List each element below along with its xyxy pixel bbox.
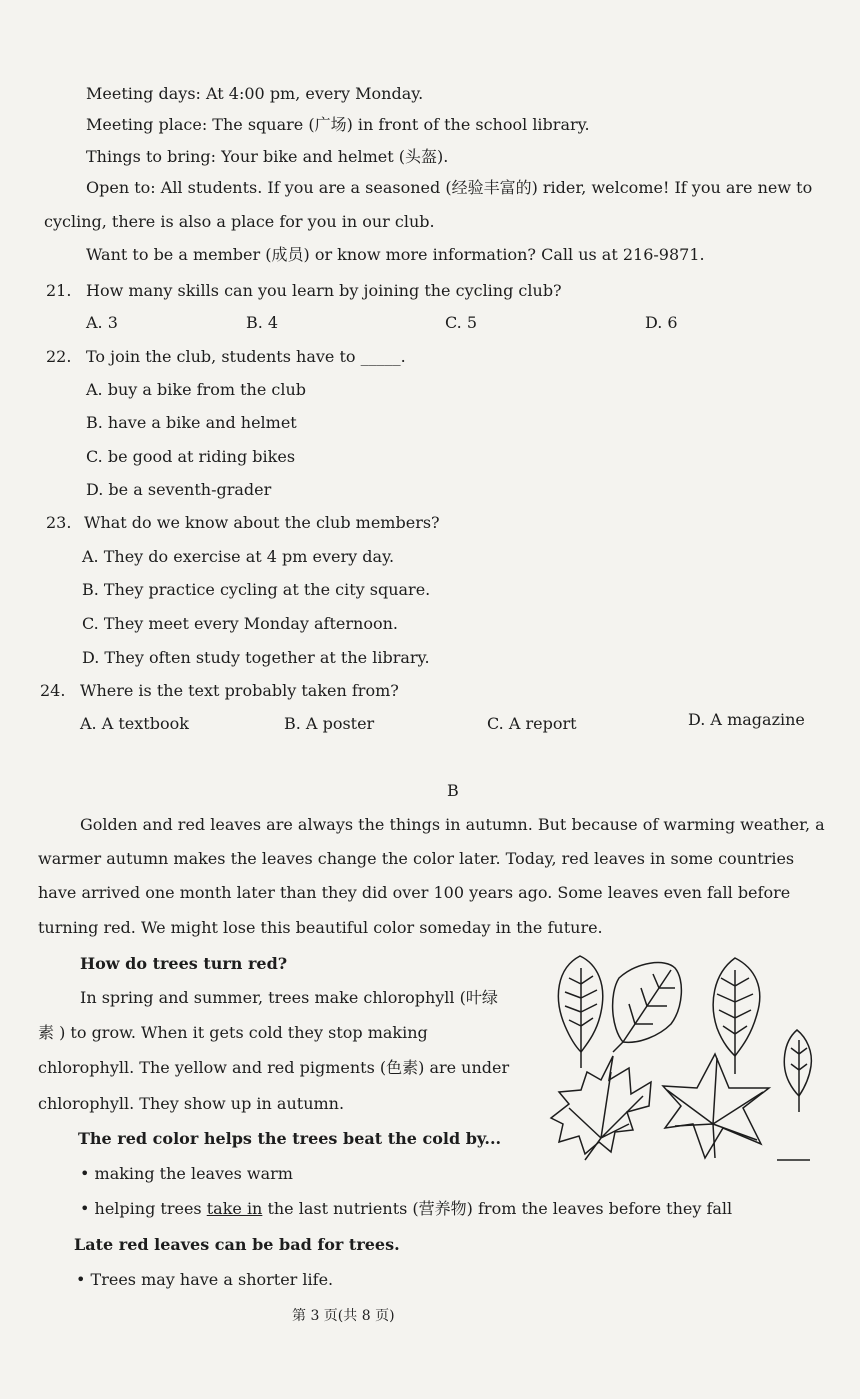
section-label: B xyxy=(447,781,459,800)
question-text: How many skills can you learn by joining the cycling club? xyxy=(86,281,562,300)
contact-line: Want to be a member (成员) or know more information? Call us at 216-9871. xyxy=(86,245,705,264)
bullet-nutrients-post: the last nutrients (营养物) from the leaves before they fall xyxy=(262,1199,733,1218)
para-line-1: In spring and summer, trees make chlorophyll (叶绿 xyxy=(80,988,498,1007)
meeting-place: Meeting place: The square (广场) in front of the school library. xyxy=(86,115,590,134)
option-b: B. They practice cycling at the city square. xyxy=(82,580,431,599)
heading-trees-turn-red: How do trees turn red? xyxy=(80,954,288,973)
intro-line-1: Golden and red leaves are always the things in autumn. But because of warming weather, a xyxy=(80,815,825,834)
things-to-bring: Things to bring: Your bike and helmet (头盔). xyxy=(86,147,449,166)
leaf-icon xyxy=(613,963,682,1052)
option-d: D. A magazine xyxy=(688,710,805,729)
bullet-nutrients xyxy=(80,1199,732,1219)
maple-leaf-icon xyxy=(551,1056,651,1160)
option-a: A. A textbook xyxy=(80,714,189,733)
option-d: D. They often study together at the library. xyxy=(82,648,430,667)
option-a: A. They do exercise at 4 pm every day. xyxy=(82,547,395,566)
option-d: D. be a seventh-grader xyxy=(86,480,272,499)
option-a: A. 3 xyxy=(86,313,118,332)
open-to-line1: Open to: All students. If you are a seasoned (经验丰富的) rider, welcome! If you are new to xyxy=(86,178,813,197)
leaf-icon xyxy=(558,956,602,1068)
option-c: C. They meet every Monday afternoon. xyxy=(82,614,398,633)
leaf-icon xyxy=(784,1030,811,1112)
bullet-warm: • making the leaves warm xyxy=(80,1164,293,1183)
open-to-line2: cycling, there is also a place for you in our club. xyxy=(44,212,435,231)
option-c: C. be good at riding bikes xyxy=(86,447,296,466)
para-line-2: 素 ) to grow. When it gets cold they stop making xyxy=(38,1023,428,1042)
question-number: 21. xyxy=(46,281,72,300)
intro-line-4: turning red. We might lose this beautiful color someday in the future. xyxy=(38,918,603,937)
question-text: Where is the text probably taken from? xyxy=(80,681,399,700)
option-b: B. A poster xyxy=(284,714,375,733)
heading-late-red: Late red leaves can be bad for trees. xyxy=(74,1235,400,1254)
page-footer: 第 3 页(共 8 页) xyxy=(292,1308,395,1324)
take-in-underlined: take in xyxy=(206,1199,263,1218)
option-a: A. buy a bike from the club xyxy=(86,380,307,399)
intro-line-2: warmer autumn makes the leaves change the color later. Today, red leaves in some countries xyxy=(38,849,795,868)
option-c: C. 5 xyxy=(445,313,478,332)
option-d: D. 6 xyxy=(645,313,678,332)
question-text: To join the club, students have to _____. xyxy=(86,347,406,366)
bullet-nutrients-pre: • helping trees xyxy=(80,1199,207,1218)
para-line-4: chlorophyll. They show up in autumn. xyxy=(38,1094,345,1113)
question-text: What do we know about the club members? xyxy=(84,513,440,532)
intro-line-3: have arrived one month later than they did over 100 years ago. Some leaves even fall before xyxy=(38,883,791,902)
question-number: 23. xyxy=(46,513,72,532)
heading-red-color: The red color helps the trees beat the cold by... xyxy=(78,1129,502,1148)
star-leaf-icon xyxy=(663,1054,769,1158)
option-b: B. 4 xyxy=(246,313,279,332)
bullet-shorter-life: • Trees may have a shorter life. xyxy=(76,1270,334,1289)
leaf-icon xyxy=(713,958,760,1074)
meeting-days: Meeting days: At 4:00 pm, every Monday. xyxy=(86,84,424,103)
option-b: B. have a bike and helmet xyxy=(86,413,297,432)
leaves-illustration xyxy=(545,948,820,1173)
option-c: C. A report xyxy=(487,714,577,733)
question-number: 24. xyxy=(40,681,66,700)
para-line-3: chlorophyll. The yellow and red pigments (色素) are under xyxy=(38,1058,510,1077)
question-number: 22. xyxy=(46,347,72,366)
